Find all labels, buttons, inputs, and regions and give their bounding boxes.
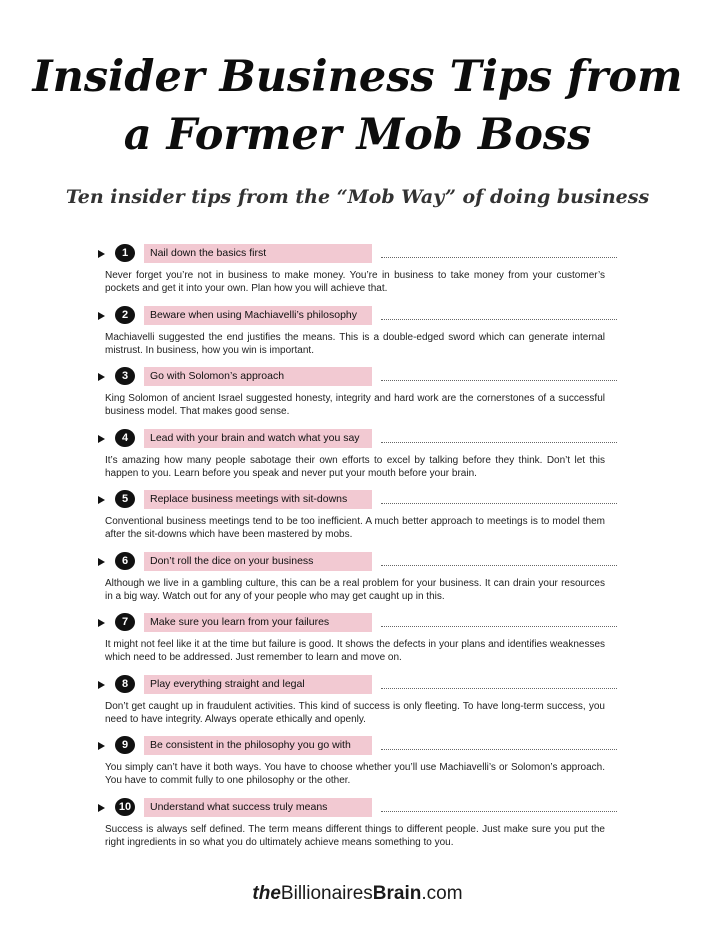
tip-body: It might not feel like it at the time but failure is good. It shows the defects in your plans and identifies weaknesses which need to be addressed. Just remember to learn and move on.: [105, 639, 605, 663]
tip-header: [97, 736, 617, 756]
arrow-bullet-icon: [98, 250, 105, 258]
tip-body: Success is always self defined. The term means different things to different people. Just make sure you put the right ingredients in so what you do ultimately achieve means something to you.: [105, 823, 605, 848]
dotted-leader: [381, 811, 617, 812]
title-line-1: Insider Business Tips from: [32, 52, 683, 102]
tip-number-badge: 5: [115, 490, 135, 508]
dotted-leader: [381, 565, 617, 566]
dotted-leader: [381, 749, 617, 750]
tip-body: Don’t get caught up in fraudulent activities. This kind of success is only fleeting. To have long-term success, you need to have integrity. Always operate ethically and openly.: [105, 700, 605, 725]
tip-body: King Solomon of ancient Israel suggested honesty, integrity and hard work are the cornerstones of a successful business model. That makes good sense.: [105, 393, 605, 417]
tip-item: [97, 675, 617, 737]
arrow-bullet-icon: [98, 619, 105, 627]
tip-number-badge: 4: [115, 429, 135, 447]
tip-header: [97, 675, 617, 695]
brand-brain: Brain: [372, 883, 422, 904]
dotted-leader: [381, 257, 617, 258]
tip-title: Be consistent in the philosophy you go with: [144, 736, 372, 755]
tip-number-badge: 1: [115, 244, 135, 262]
dotted-leader: [381, 626, 617, 627]
tip-number-badge: 8: [115, 675, 135, 693]
arrow-bullet-icon: [98, 312, 105, 320]
tip-title: Nail down the basics first: [144, 244, 372, 263]
tip-title: Lead with your brain and watch what you say: [144, 429, 372, 448]
arrow-bullet-icon: [98, 496, 105, 504]
tip-item: [97, 798, 617, 860]
tip-item: [97, 306, 617, 368]
tip-header: [97, 552, 617, 572]
dotted-leader: [381, 442, 617, 443]
tip-title: Replace business meetings with sit-downs: [144, 490, 372, 509]
dotted-leader: [381, 503, 617, 504]
arrow-bullet-icon: [98, 742, 105, 750]
tip-number-badge: 7: [115, 613, 135, 631]
tip-title: Make sure you learn from your failures: [144, 613, 372, 632]
brand-billionaires: Billionaires: [280, 883, 373, 904]
tip-number-badge: 10: [115, 798, 135, 816]
tip-body: It’s amazing how many people sabotage their own efforts to excel by talking before they think. Don’t let this happen to you. Learn before you speak and never put your mouth before your brain.: [105, 454, 605, 479]
brand-tld: .com: [421, 883, 463, 904]
arrow-bullet-icon: [98, 558, 105, 566]
tip-item: [97, 736, 617, 798]
tip-title: Beware when using Machiavelli’s philosophy: [144, 306, 372, 325]
page-title: [0, 48, 715, 164]
tip-header: [97, 306, 617, 326]
tip-header: [97, 244, 617, 264]
tip-body: Conventional business meetings tend to be too inefficient. A much better approach to meetings is to model them after the sit-downs which have been mastered by mobs.: [105, 516, 605, 540]
subtitle: Ten insider tips from the “Mob Way” of doing business: [65, 186, 650, 208]
tip-number-badge: 9: [115, 736, 135, 754]
arrow-bullet-icon: [98, 681, 105, 689]
tip-header: [97, 429, 617, 449]
tip-header: [97, 367, 617, 387]
tip-header: [97, 490, 617, 510]
tip-body: Although we live in a gambling culture, this can be a real problem for your business. It can drain your resources in a big way. Watch out for any of your people who may get caught up in this.: [105, 577, 605, 602]
tip-item: [97, 367, 617, 429]
tip-title: Play everything straight and legal: [144, 675, 372, 694]
arrow-bullet-icon: [98, 373, 105, 381]
footer-brand: [0, 883, 715, 905]
tip-body: You simply can’t have it both ways. You have to choose whether you’ll use Machiavelli’s or Solomon’s approach. You have to commit fully to one philosophy or the other.: [105, 762, 605, 786]
tip-item: [97, 613, 617, 675]
tip-body: Machiavelli suggested the end justifies the means. This is a double-edged sword which can generate internal mistrust. In business, how you win is important.: [105, 331, 605, 356]
tip-header: [97, 798, 617, 818]
title-line-2: a Former Mob Boss: [123, 110, 592, 160]
tip-title: Don’t roll the dice on your business: [144, 552, 372, 571]
dotted-leader: [381, 688, 617, 689]
dotted-leader: [381, 380, 617, 381]
tip-title: Understand what success truly means: [144, 798, 372, 817]
dotted-leader: [381, 319, 617, 320]
tip-item: [97, 490, 617, 552]
tip-item: [97, 244, 617, 306]
tip-body: Never forget you’re not in business to make money. You’re in business to take money from your customer’s pockets and get it into your own. Plan how you will achieve that.: [105, 270, 605, 294]
tip-header: [97, 613, 617, 633]
tip-item: [97, 429, 617, 491]
tips-list: [97, 244, 617, 859]
tip-title: Go with Solomon’s approach: [144, 367, 372, 386]
tip-item: [97, 552, 617, 614]
tip-number-badge: 6: [115, 552, 135, 570]
tip-number-badge: 2: [115, 306, 135, 324]
tip-number-badge: 3: [115, 367, 135, 385]
arrow-bullet-icon: [98, 435, 105, 443]
arrow-bullet-icon: [98, 804, 105, 812]
brand-the: the: [252, 883, 281, 904]
